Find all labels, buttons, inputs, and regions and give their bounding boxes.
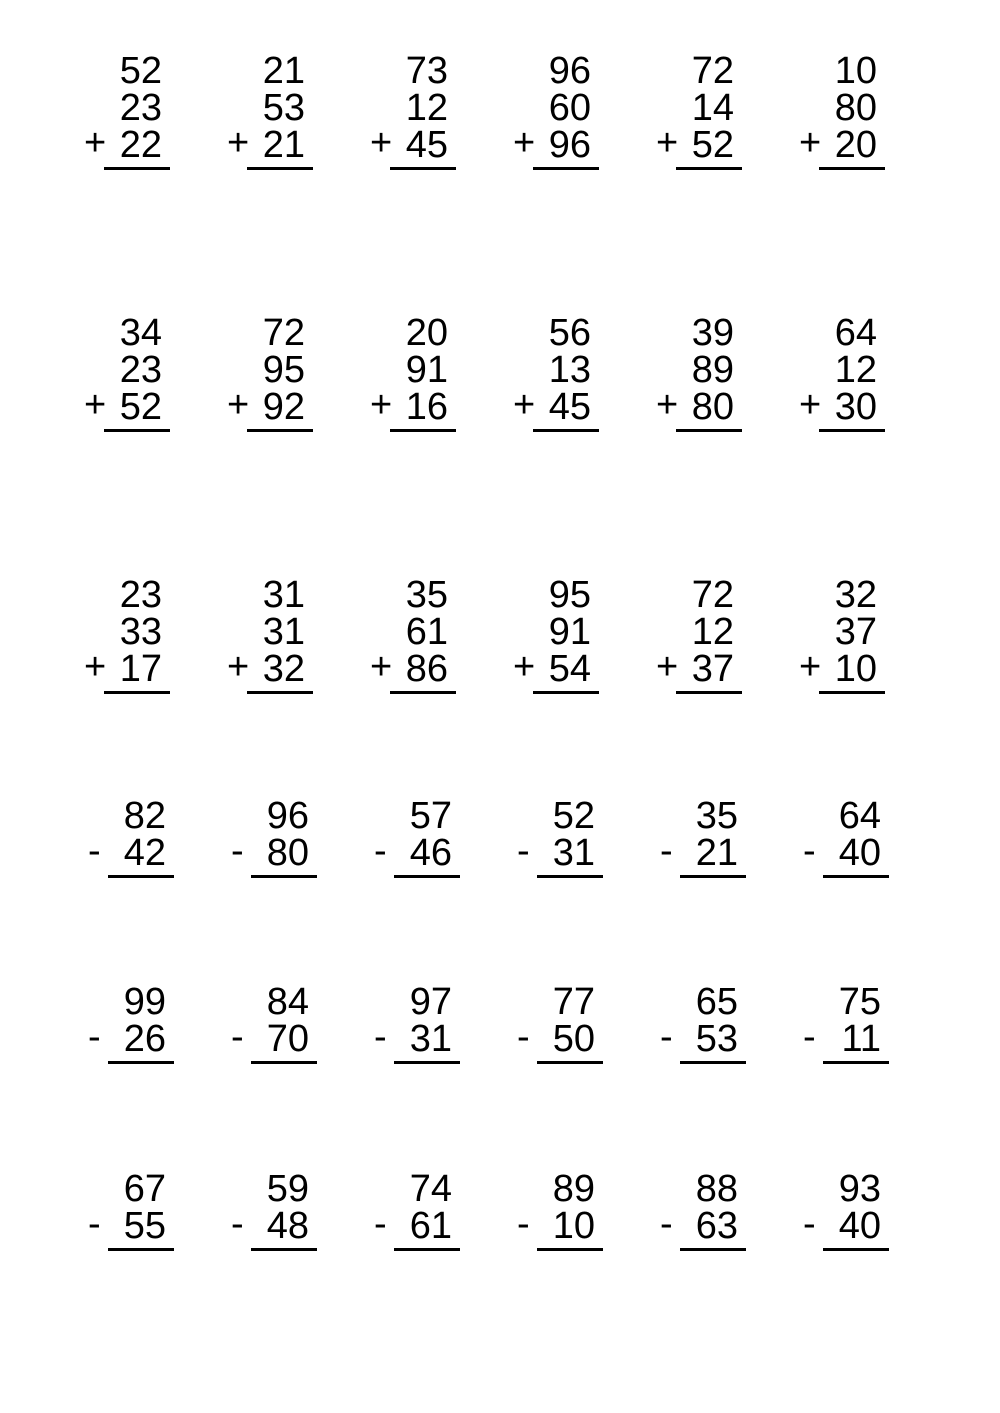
third-addend: 10 [834,648,877,690]
answer-line [394,1061,460,1064]
answer-line [823,1248,889,1251]
minus-sign: - [88,1203,101,1245]
subtrahend: 53 [695,1018,738,1060]
minuend: 57 [409,795,452,837]
second-addend: 23 [119,349,162,391]
answer-line [108,1248,174,1251]
plus-sign: + [656,384,679,426]
answer-line [819,167,885,170]
minuend: 84 [266,981,309,1023]
third-addend: 45 [405,124,448,166]
minuend: 89 [552,1168,595,1210]
plus-sign: + [227,384,250,426]
third-addend: 52 [119,386,162,428]
subtrahend: 11 [841,1018,881,1060]
plus-sign: + [370,384,393,426]
answer-line [676,691,742,694]
answer-line [394,875,460,878]
subtrahend: 50 [552,1018,595,1060]
addition-problem [489,52,599,175]
first-addend: 73 [405,50,448,92]
minus-sign: - [517,1016,530,1058]
addition-problem [203,576,313,699]
answer-line [394,1248,460,1251]
answer-line [247,167,313,170]
plus-sign: + [513,122,536,164]
answer-line [104,167,170,170]
answer-line [537,875,603,878]
second-addend: 91 [405,349,448,391]
addition-problem [489,576,599,699]
plus-sign: + [513,646,536,688]
subtrahend: 48 [266,1205,309,1247]
answer-line [108,1061,174,1064]
first-addend: 52 [119,50,162,92]
first-addend: 64 [834,312,877,354]
subtrahend: 31 [552,832,595,874]
second-addend: 23 [119,87,162,129]
minuend: 64 [838,795,881,837]
subtrahend: 80 [266,832,309,874]
first-addend: 21 [262,50,305,92]
minus-sign: - [88,1016,101,1058]
second-addend: 95 [262,349,305,391]
answer-line [390,429,456,432]
minuend: 97 [409,981,452,1023]
first-addend: 20 [405,312,448,354]
first-addend: 10 [834,50,877,92]
answer-line [533,429,599,432]
minus-sign: - [231,830,244,872]
minuend: 75 [838,981,881,1023]
subtraction-problem [636,1170,746,1256]
answer-line [104,691,170,694]
third-addend: 32 [262,648,305,690]
subtraction-problem [493,1170,603,1256]
answer-line [251,875,317,878]
minus-sign: - [803,830,816,872]
addition-problem [203,52,313,175]
minuend: 52 [552,795,595,837]
minus-sign: - [660,1203,673,1245]
minus-sign: - [660,1016,673,1058]
plus-sign: + [84,646,107,688]
subtrahend: 46 [409,832,452,874]
answer-line [676,429,742,432]
subtrahend: 63 [695,1205,738,1247]
subtraction-problem [64,1170,174,1256]
subtrahend: 70 [266,1018,309,1060]
answer-line [533,167,599,170]
minuend: 65 [695,981,738,1023]
subtrahend: 21 [695,832,738,874]
third-addend: 20 [834,124,877,166]
first-addend: 95 [548,574,591,616]
addition-problem [346,52,456,175]
second-addend: 12 [405,87,448,129]
first-addend: 31 [262,574,305,616]
addition-problem [60,52,170,175]
answer-line [680,875,746,878]
addition-problem [775,52,885,175]
answer-line [537,1248,603,1251]
plus-sign: + [799,122,822,164]
first-addend: 34 [119,312,162,354]
minuend: 67 [123,1168,166,1210]
answer-line [390,167,456,170]
second-addend: 33 [119,611,162,653]
first-addend: 35 [405,574,448,616]
third-addend: 22 [119,124,162,166]
second-addend: 53 [262,87,305,129]
third-addend: 80 [691,386,734,428]
second-addend: 60 [548,87,591,129]
plus-sign: + [513,384,536,426]
plus-sign: + [370,122,393,164]
third-addend: 54 [548,648,591,690]
subtrahend: 40 [838,832,881,874]
answer-line [390,691,456,694]
answer-line [251,1248,317,1251]
third-addend: 86 [405,648,448,690]
addition-problem [60,314,170,437]
minus-sign: - [803,1016,816,1058]
minuend: 82 [123,795,166,837]
third-addend: 45 [548,386,591,428]
plus-sign: + [799,384,822,426]
minus-sign: - [517,1203,530,1245]
subtrahend: 42 [123,832,166,874]
minus-sign: - [517,830,530,872]
second-addend: 12 [834,349,877,391]
minus-sign: - [374,830,387,872]
subtraction-problem [207,1170,317,1256]
second-addend: 13 [548,349,591,391]
answer-line [823,875,889,878]
second-addend: 89 [691,349,734,391]
minuend: 59 [266,1168,309,1210]
minus-sign: - [803,1203,816,1245]
minuend: 35 [695,795,738,837]
subtraction-problem [779,797,889,883]
second-addend: 80 [834,87,877,129]
plus-sign: + [370,646,393,688]
answer-line [247,429,313,432]
second-addend: 61 [405,611,448,653]
addition-problem [60,576,170,699]
second-addend: 31 [262,611,305,653]
addition-problem [203,314,313,437]
first-addend: 56 [548,312,591,354]
answer-line [680,1061,746,1064]
second-addend: 12 [691,611,734,653]
minus-sign: - [374,1203,387,1245]
plus-sign: + [84,122,107,164]
plus-sign: + [84,384,107,426]
addition-problem [346,576,456,699]
third-addend: 52 [691,124,734,166]
addition-problem [346,314,456,437]
first-addend: 32 [834,574,877,616]
subtraction-problem [350,983,460,1069]
minuend: 99 [123,981,166,1023]
answer-line [819,691,885,694]
second-addend: 91 [548,611,591,653]
subtrahend: 10 [552,1205,595,1247]
subtraction-problem [64,983,174,1069]
minuend: 88 [695,1168,738,1210]
minuend: 77 [552,981,595,1023]
minuend: 96 [266,795,309,837]
minus-sign: - [231,1203,244,1245]
subtraction-problem [493,797,603,883]
subtraction-problem [350,797,460,883]
third-addend: 96 [548,124,591,166]
minuend: 74 [409,1168,452,1210]
answer-line [533,691,599,694]
plus-sign: + [656,646,679,688]
answer-line [819,429,885,432]
subtraction-problem [207,983,317,1069]
answer-line [680,1248,746,1251]
answer-line [104,429,170,432]
minus-sign: - [88,830,101,872]
subtraction-problem [636,797,746,883]
answer-line [251,1061,317,1064]
first-addend: 96 [548,50,591,92]
second-addend: 37 [834,611,877,653]
subtraction-problem [350,1170,460,1256]
plus-sign: + [227,646,250,688]
third-addend: 16 [405,386,448,428]
subtrahend: 26 [123,1018,166,1060]
third-addend: 30 [834,386,877,428]
subtrahend: 31 [409,1018,452,1060]
answer-line [823,1061,889,1064]
minus-sign: - [660,830,673,872]
second-addend: 14 [691,87,734,129]
first-addend: 23 [119,574,162,616]
subtrahend: 40 [838,1205,881,1247]
answer-line [108,875,174,878]
answer-line [247,691,313,694]
answer-line [676,167,742,170]
subtraction-problem [64,797,174,883]
addition-problem [489,314,599,437]
subtrahend: 55 [123,1205,166,1247]
third-addend: 17 [119,648,162,690]
addition-problem [632,52,742,175]
first-addend: 39 [691,312,734,354]
addition-problem [632,314,742,437]
subtraction-problem [493,983,603,1069]
plus-sign: + [799,646,822,688]
plus-sign: + [227,122,250,164]
subtrahend: 61 [409,1205,452,1247]
addition-problem [775,314,885,437]
first-addend: 72 [262,312,305,354]
addition-problem [775,576,885,699]
subtraction-problem [779,1170,889,1256]
minus-sign: - [374,1016,387,1058]
first-addend: 72 [691,574,734,616]
plus-sign: + [656,122,679,164]
minuend: 93 [838,1168,881,1210]
first-addend: 72 [691,50,734,92]
minus-sign: - [231,1016,244,1058]
answer-line [537,1061,603,1064]
subtraction-problem [636,983,746,1069]
subtraction-problem [779,983,889,1069]
third-addend: 92 [262,386,305,428]
subtraction-problem [207,797,317,883]
addition-problem [632,576,742,699]
third-addend: 37 [691,648,734,690]
third-addend: 21 [262,124,305,166]
